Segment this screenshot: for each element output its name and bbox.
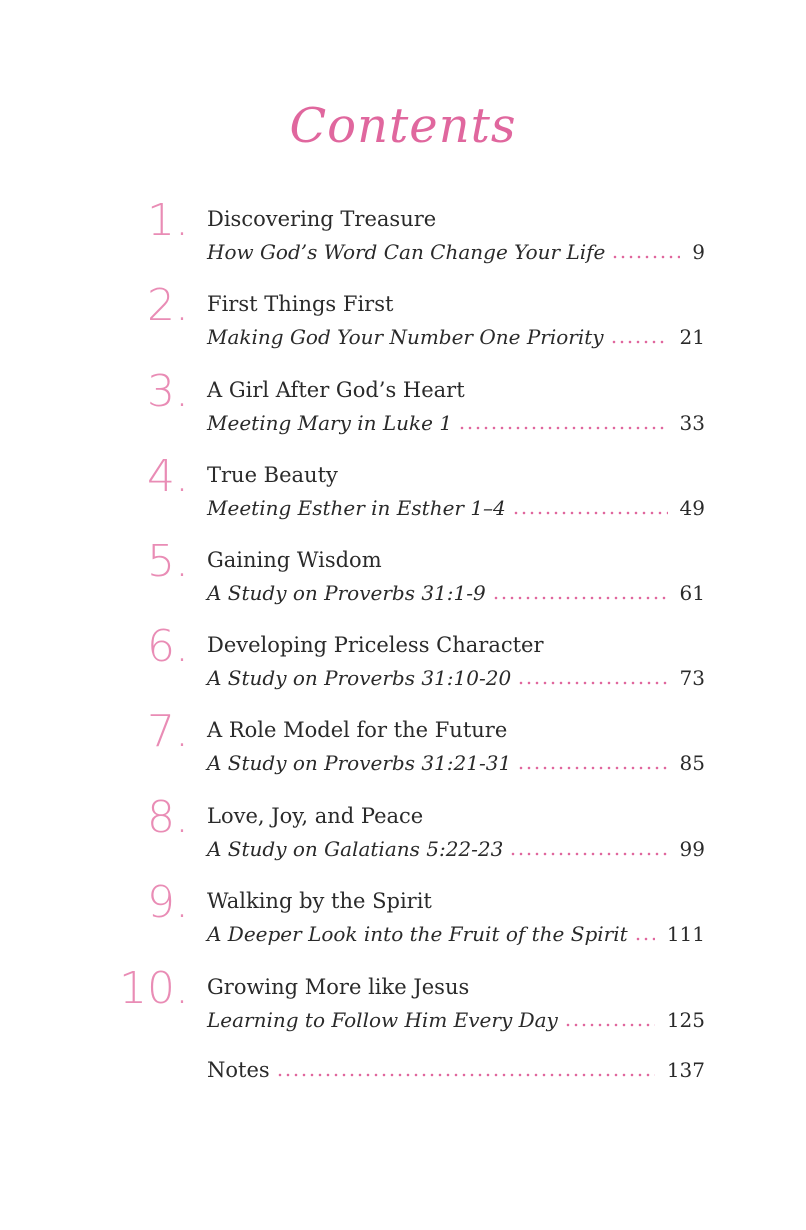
chapter-title: Developing Priceless Character	[207, 633, 544, 657]
toc-entry-1	[0, 195, 806, 293]
page-number: 125	[666, 1008, 705, 1032]
dot-leader	[458, 426, 667, 430]
chapter-subtitle: A Study on Proverbs 31:21-31	[207, 751, 512, 775]
chapter-subtitle-line	[207, 581, 705, 611]
chapter-number: 6.	[147, 621, 189, 672]
chapter-title: A Girl After God’s Heart	[207, 378, 465, 402]
chapter-subtitle-line	[207, 666, 705, 696]
dot-leader	[611, 255, 680, 259]
chapter-subtitle: A Study on Galatians 5:22-23	[207, 837, 504, 861]
chapter-subtitle: How God’s Word Can Change Your Life	[207, 240, 606, 264]
dot-leader	[517, 766, 667, 770]
dot-leader	[634, 937, 655, 941]
page-number: 85	[679, 751, 705, 775]
toc-entry-5	[0, 536, 806, 634]
page-number: 137	[666, 1058, 705, 1082]
page-number: 99	[679, 837, 705, 861]
dot-leader	[564, 1023, 655, 1027]
chapter-number: 4.	[147, 451, 189, 502]
toc-entry-6	[0, 621, 806, 719]
chapter-title: True Beauty	[207, 463, 338, 487]
chapter-subtitle: Meeting Esther in Esther 1–4	[207, 496, 506, 520]
chapter-number: 9.	[147, 877, 189, 928]
chapter-title: First Things First	[207, 292, 394, 316]
chapter-subtitle-line	[207, 496, 705, 526]
chapter-subtitle: Making God Your Number One Priority	[207, 325, 604, 349]
chapter-subtitle-line	[207, 1008, 705, 1038]
page-title: Contents	[289, 98, 517, 154]
dot-leader	[512, 511, 668, 515]
chapter-subtitle-line	[207, 240, 705, 270]
chapter-number: 10.	[119, 963, 189, 1014]
page-number: 9	[692, 240, 705, 264]
toc-entry-3	[0, 366, 806, 464]
page-number: 111	[666, 922, 705, 946]
chapter-title: Gaining Wisdom	[207, 548, 382, 572]
toc-entry-7	[0, 706, 806, 804]
chapter-number: 5.	[147, 536, 189, 587]
toc-entry-4	[0, 451, 806, 549]
chapter-subtitle-line	[207, 325, 705, 355]
chapter-subtitle: A Study on Proverbs 31:1-9	[207, 581, 486, 605]
page-number: 49	[679, 496, 705, 520]
dot-leader	[492, 596, 668, 600]
chapter-subtitle-line	[207, 837, 705, 867]
toc-entry-2	[0, 280, 806, 378]
toc-entry-10	[0, 963, 806, 1061]
page-number: 33	[679, 411, 705, 435]
dot-leader	[517, 681, 667, 685]
chapter-subtitle-line	[207, 751, 705, 781]
chapter-number: 1.	[147, 195, 189, 246]
toc-entry-8	[0, 792, 806, 890]
page-number: 61	[679, 581, 705, 605]
chapter-number: 7.	[147, 706, 189, 757]
page-number: 21	[679, 325, 705, 349]
chapter-title: Discovering Treasure	[207, 207, 437, 231]
dot-leader	[509, 852, 667, 856]
chapter-subtitle: A Deeper Look into the Fruit of the Spirit	[207, 922, 628, 946]
chapter-subtitle-line	[207, 922, 705, 952]
notes-label: Notes	[207, 1058, 270, 1082]
chapter-title: A Role Model for the Future	[207, 718, 508, 742]
chapter-subtitle: A Study on Proverbs 31:10-20	[207, 666, 512, 690]
chapter-number: 2.	[147, 280, 189, 331]
chapter-title: Walking by the Spirit	[207, 889, 432, 913]
chapter-number: 8.	[147, 792, 189, 843]
dot-leader	[610, 340, 668, 344]
toc-entry-notes	[207, 1058, 705, 1088]
chapter-subtitle: Meeting Mary in Luke 1	[207, 411, 453, 435]
page-number: 73	[679, 666, 705, 690]
chapter-title: Love, Joy, and Peace	[207, 804, 424, 828]
chapter-subtitle: Learning to Follow Him Every Day	[207, 1008, 558, 1032]
chapter-title: Growing More like Jesus	[207, 975, 470, 999]
chapter-subtitle-line	[207, 411, 705, 441]
dot-leader	[276, 1073, 655, 1077]
chapter-number: 3.	[147, 366, 189, 417]
